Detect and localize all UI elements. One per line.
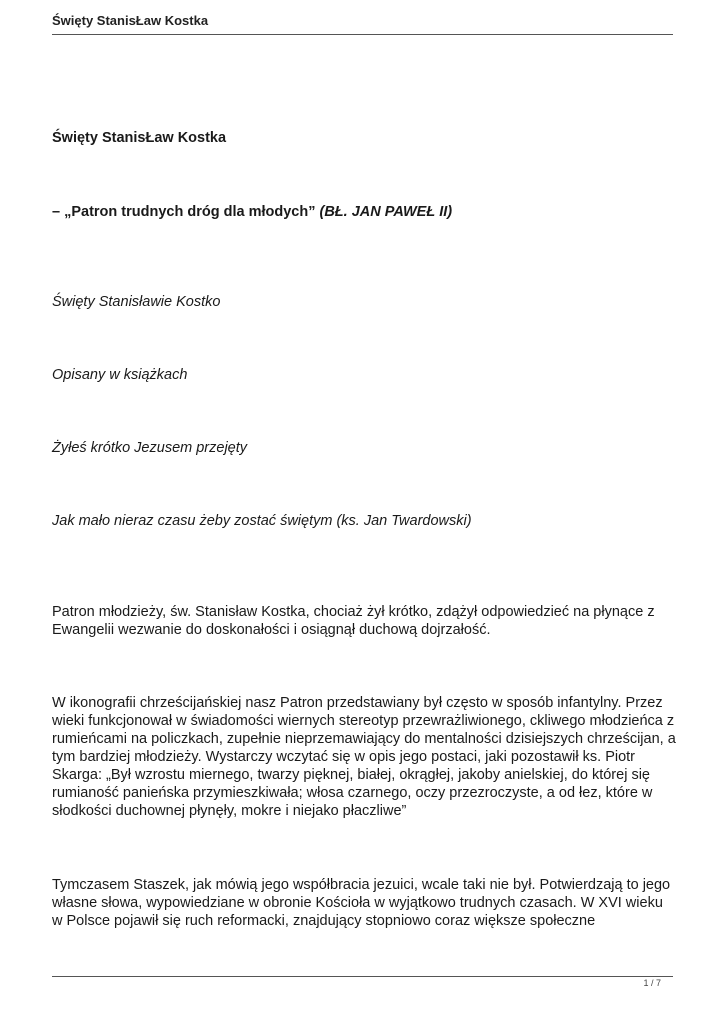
body-paragraph: W ikonografii chrześcijańskiej nasz Patron przedstawiany był często w sposób infantylny. Przez wieki funkcjonował w świadomości wiernych stereotyp przewrażliwionego, ckliwego młodzieńca z rumieńcami na policzkach, zupełnie nieprzemawiający do mentalności dzisiejszych chrześcijan, a tym bardziej młodzieży. Wystarczy wczytać się w opis jego postaci, jaki pozostawił ks. Piotr Skarga: „Był wzrostu miernego, twarzy pięknej, białej, okrągłej, jakoby anielskiej, do której się rumianość panieńska przymieszkiwała; włosa czarnego, oczy przezroczyste, a od łez, które w słodkości duchownej płynęły, mokre i niejako płaczliwe” [52,695,676,819]
poem-line: Jak mało nieraz czasu żeby zostać świętym (ks. Jan Twardowski) [52,513,472,529]
footer-divider [52,976,673,977]
poem-line: Święty Stanisławie Kostko [52,294,221,310]
body-paragraph: Patron młodzieży, św. Stanisław Kostka, chociaż żył krótko, zdążył odpowiedzieć na płynące z Ewangelii wezwanie do doskonałości i osiągnął duchową dojrzałość. [52,604,655,638]
running-header: Święty StanisŁaw Kostka [52,13,209,28]
subtitle-text: – „Patron trudnych dróg dla młodych” [52,204,316,220]
page-number: 1 / 7 [643,978,661,988]
body-paragraph: Tymczasem Staszek, jak mówią jego współbracia jezuici, wcale taki nie był. Potwierdzają to jego własne słowa, wypowiedziane w obronie Kościoła w wyjątkowo trudnych czasach. W XVI wieku w Polsce pojawił się ruch reformacki, znajdujący stopniowo coraz większe społeczne [52,877,671,929]
poem-line: Żyłeś krótko Jezusem przejęty [52,440,248,456]
header-divider [52,34,673,35]
document-title: Święty StanisŁaw Kostka [52,130,227,146]
subtitle-attribution: (BŁ. JAN PAWEŁ II) [319,204,453,220]
document-subtitle [52,203,677,221]
poem-line: Opisany w książkach [52,367,188,383]
